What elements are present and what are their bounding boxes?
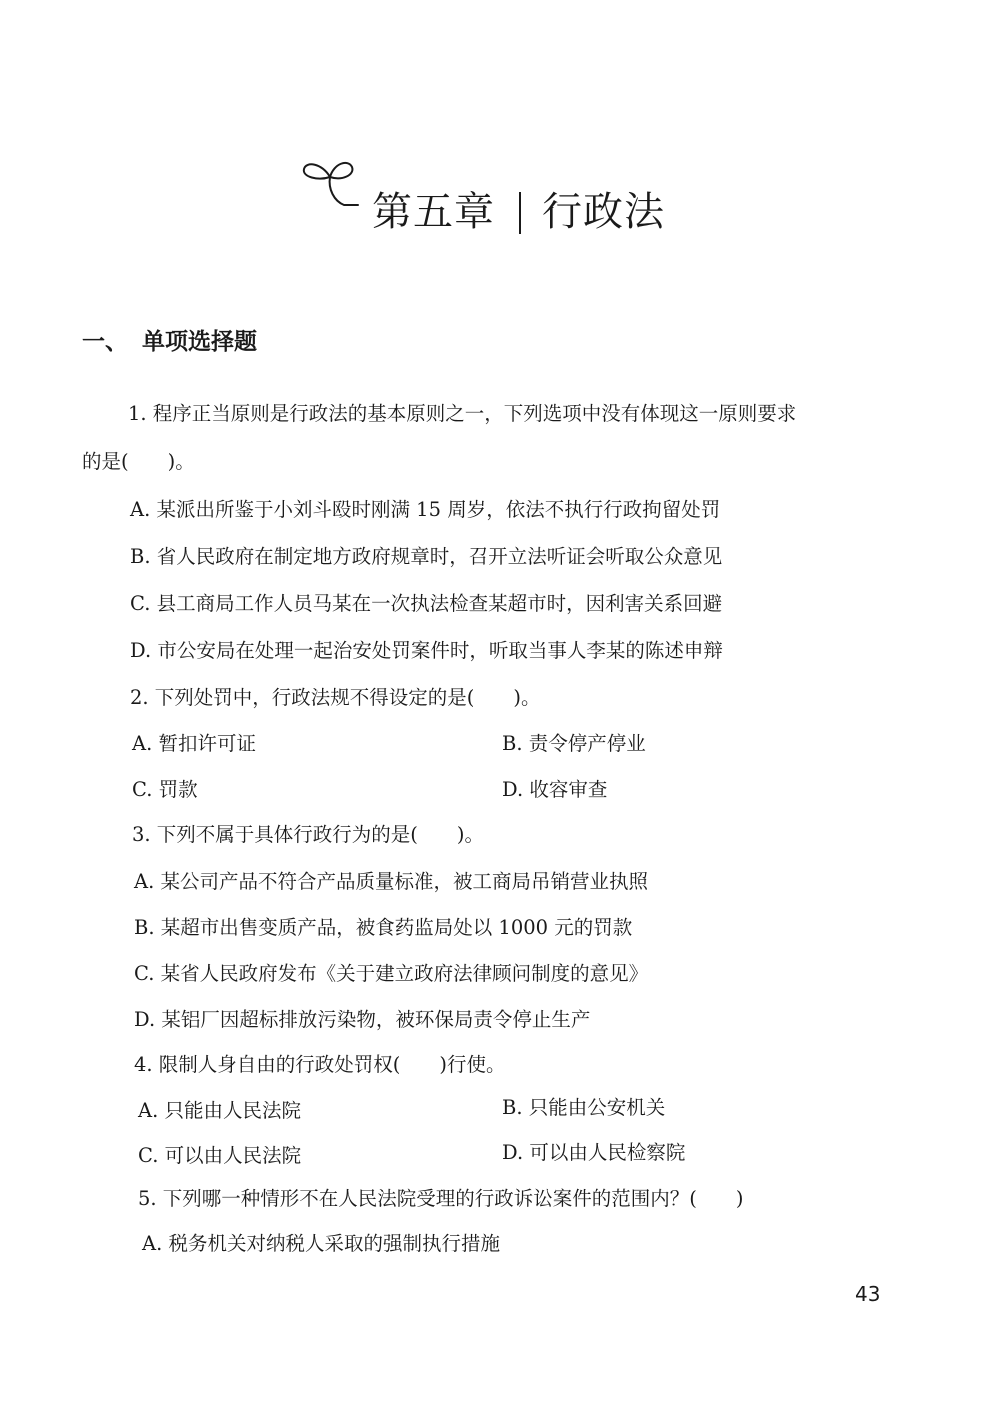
question-1-option-c: C. 县工商局工作人员马某在一次执法检查某超市时，因利害关系回避 xyxy=(130,592,723,615)
section-number: 一、 xyxy=(82,329,128,355)
question-2-option-c: C. 罚款 xyxy=(132,778,198,801)
question-1-stem-continued: 的是( )。 xyxy=(82,450,195,473)
chapter-divider xyxy=(519,192,521,234)
question-4-stem: 4. 限制人身自由的行政处罚权( )行使。 xyxy=(134,1053,506,1076)
question-2-option-a: A. 暂扣许可证 xyxy=(132,732,256,755)
page-number: 43 xyxy=(855,1282,881,1306)
question-3-stem: 3. 下列不属于具体行政行为的是( )。 xyxy=(132,823,485,846)
question-3-option-c: C. 某省人民政府发布《关于建立政府法律顾问制度的意见》 xyxy=(134,962,649,985)
question-1-option-d: D. 市公安局在处理一起治安处罚案件时，听取当事人李某的陈述申辩 xyxy=(130,639,723,662)
question-2-option-d: D. 收容审查 xyxy=(502,778,608,801)
question-4-option-b: B. 只能由公安机关 xyxy=(502,1096,666,1119)
sprout-icon xyxy=(300,155,362,217)
question-4-option-a: A. 只能由人民法院 xyxy=(138,1099,301,1122)
question-5-stem: 5. 下列哪一种情形不在人民法院受理的行政诉讼案件的范围内？( ) xyxy=(138,1187,744,1210)
question-4-option-d: D. 可以由人民检察院 xyxy=(502,1141,686,1164)
chapter-number: 第五章 xyxy=(372,189,495,235)
question-1-option-a: A. 某派出所鉴于小刘斗殴时刚满 15 周岁，依法不执行行政拘留处罚 xyxy=(130,498,721,521)
question-3-option-b: B. 某超市出售变质产品，被食药监局处以 1000 元的罚款 xyxy=(134,916,633,939)
question-2-stem: 2. 下列处罚中，行政法规不得设定的是( )。 xyxy=(130,686,541,709)
question-3-option-a: A. 某公司产品不符合产品质量标准，被工商局吊销营业执照 xyxy=(134,870,648,893)
question-3-option-d: D. 某铝厂因超标排放污染物，被环保局责令停止生产 xyxy=(134,1008,591,1031)
section-title: 单项选择题 xyxy=(142,329,257,355)
chapter-title: 行政法 xyxy=(542,189,665,235)
question-1-option-b: B. 省人民政府在制定地方政府规章时，召开立法听证会听取公众意见 xyxy=(130,545,723,568)
question-4-option-c: C. 可以由人民法院 xyxy=(138,1144,302,1167)
question-1-stem: 1. 程序正当原则是行政法的基本原则之一，下列选项中没有体现这一原则要求 xyxy=(128,402,797,425)
question-2-option-b: B. 责令停产停业 xyxy=(502,732,646,755)
question-5-option-a: A. 税务机关对纳税人采取的强制执行措施 xyxy=(142,1232,500,1255)
